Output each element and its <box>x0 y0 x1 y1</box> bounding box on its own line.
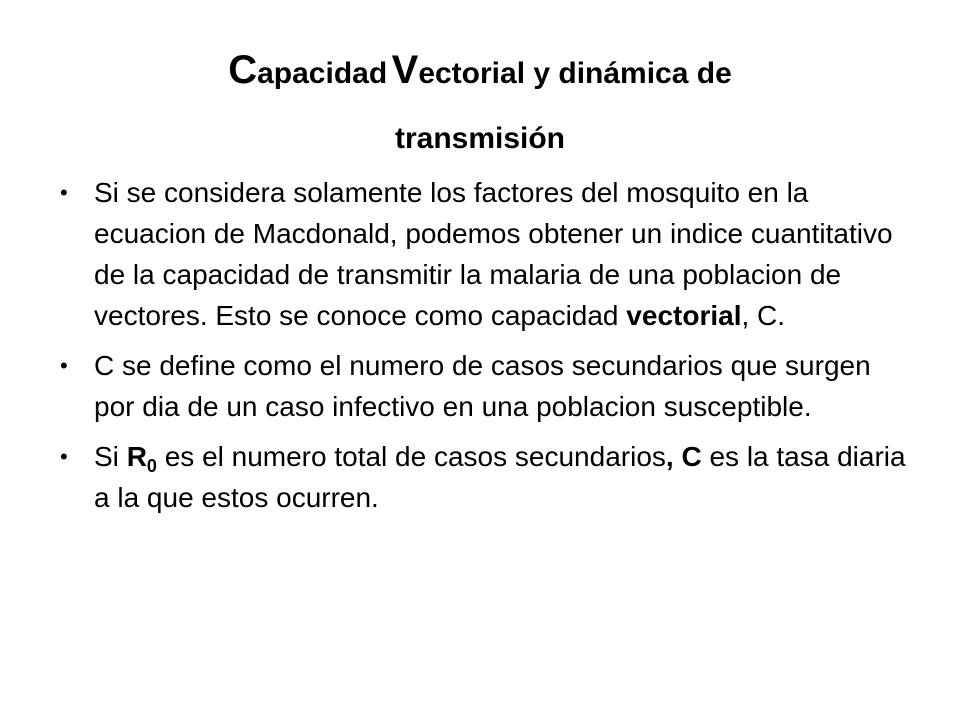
bullet-dot-icon: • <box>60 180 68 205</box>
bullet-3-c: C <box>681 441 702 472</box>
bullet-3-text-start: Si <box>94 441 127 472</box>
bullet-3-text-middle: es el numero total de casos secundarios <box>156 441 666 472</box>
title-initial-c: C <box>228 48 258 92</box>
title-line-1 <box>70 40 890 109</box>
bullet-dot-icon: • <box>60 444 68 469</box>
bullet-item-3 <box>58 436 908 518</box>
bullet-list <box>58 172 908 527</box>
bullet-dot-icon: • <box>60 353 68 378</box>
title-word-capacidad: apacidad <box>257 57 388 90</box>
title-initial-v: V <box>391 48 419 92</box>
bullet-3-text-end: es la tasa diaria a la que estos ocurren. <box>94 441 906 513</box>
title-line-2: transmisión <box>394 122 566 155</box>
bullet-2-text: C se define como el numero de casos secundarios que surgen por dia de un caso infectivo en una poblacion susceptible. <box>94 350 871 422</box>
bullet-1-text: Si se considera solamente los factores del mosquito en la ecuacion de Macdonald, podemos obtener un indice cuantitativo de la capacidad de transmitir la malaria de una poblacion de vectores. Esto se conoce como capacidad <box>94 177 893 331</box>
title-word-vectorial: ectorial y dinámica de <box>418 57 732 90</box>
bullet-item-2 <box>58 345 908 427</box>
bullet-3-r0 <box>126 441 157 476</box>
bullet-item-1 <box>58 172 908 336</box>
bullet-3-subscript: 0 <box>146 456 157 476</box>
bullet-3-comma: , <box>665 441 674 472</box>
slide-title <box>70 40 890 169</box>
bullet-3-r: R <box>126 441 147 472</box>
bullet-1-bold-word: vectorial <box>626 300 742 331</box>
bullet-1-text-end: , C. <box>741 300 786 331</box>
